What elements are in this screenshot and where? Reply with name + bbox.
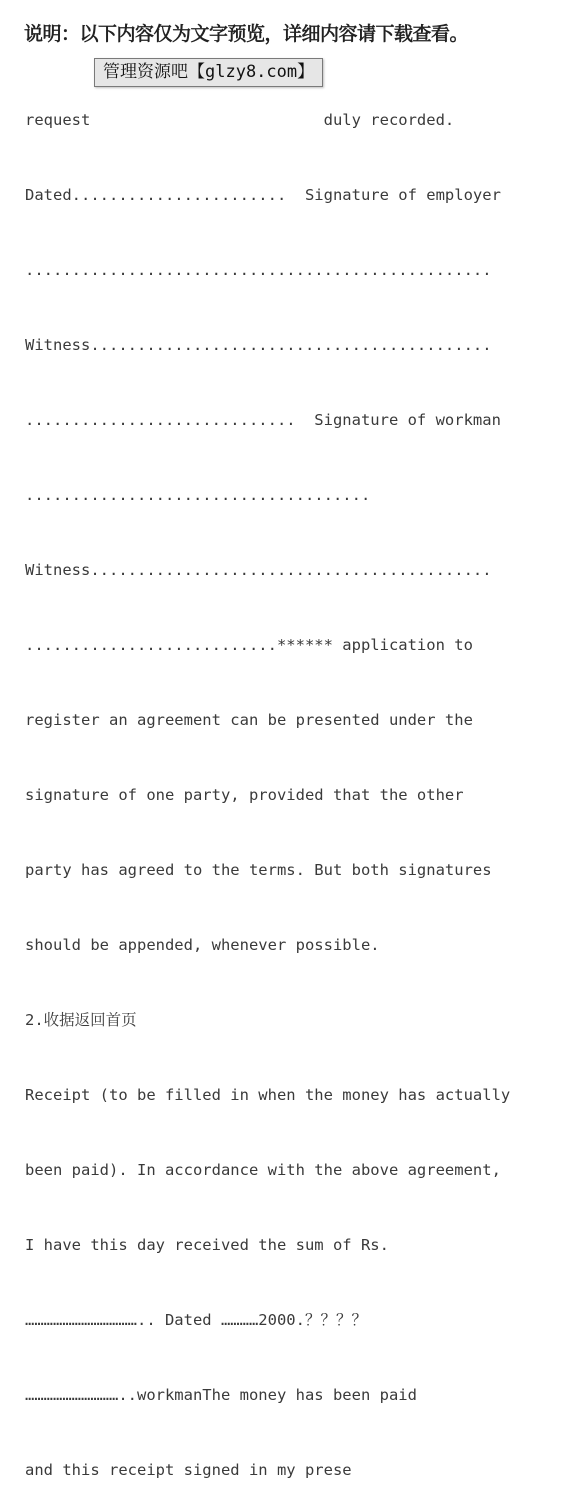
doc-line: signature of one party, provided that the other [25, 786, 464, 804]
doc-line: should be appended, whenever possible. [25, 936, 380, 954]
doc-line: register an agreement can be presented under the [25, 711, 473, 729]
doc-line: .................................................. [25, 261, 492, 279]
doc-line: ............................. Signature of workman [25, 411, 501, 429]
document-body [25, 58, 565, 1508]
doc-line: …………………………..workmanThe money has been paid [25, 1386, 417, 1404]
watermark-banner[interactable]: 管理资源吧【glzy8.com】 [94, 58, 323, 87]
doc-line: party has agreed to the terms. But both signatures [25, 861, 492, 879]
doc-line: I have this day received the sum of Rs. [25, 1236, 389, 1254]
doc-line: Witness........................................... [25, 561, 492, 579]
doc-line: request duly recorded. [25, 111, 455, 129]
doc-line: ...........................****** application to [25, 636, 473, 654]
doc-line: been paid). In accordance with the above agreement, [25, 1161, 501, 1179]
doc-line: ……………………………….. Dated …………2000.？？？？ [25, 1311, 367, 1329]
doc-line: Receipt (to be filled in when the money has actually [25, 1086, 511, 1104]
doc-line: Dated....................... Signature of employer [25, 186, 501, 204]
doc-line: Witness........................................... [25, 336, 492, 354]
preview-notice: 说明：以下内容仅为文字预览，详细内容请下载查看。 [24, 23, 469, 45]
doc-line: ..................................... [25, 486, 371, 504]
section-heading: 2.收据返回首页 [25, 1011, 137, 1029]
doc-line: and this receipt signed in my prese [25, 1461, 352, 1479]
